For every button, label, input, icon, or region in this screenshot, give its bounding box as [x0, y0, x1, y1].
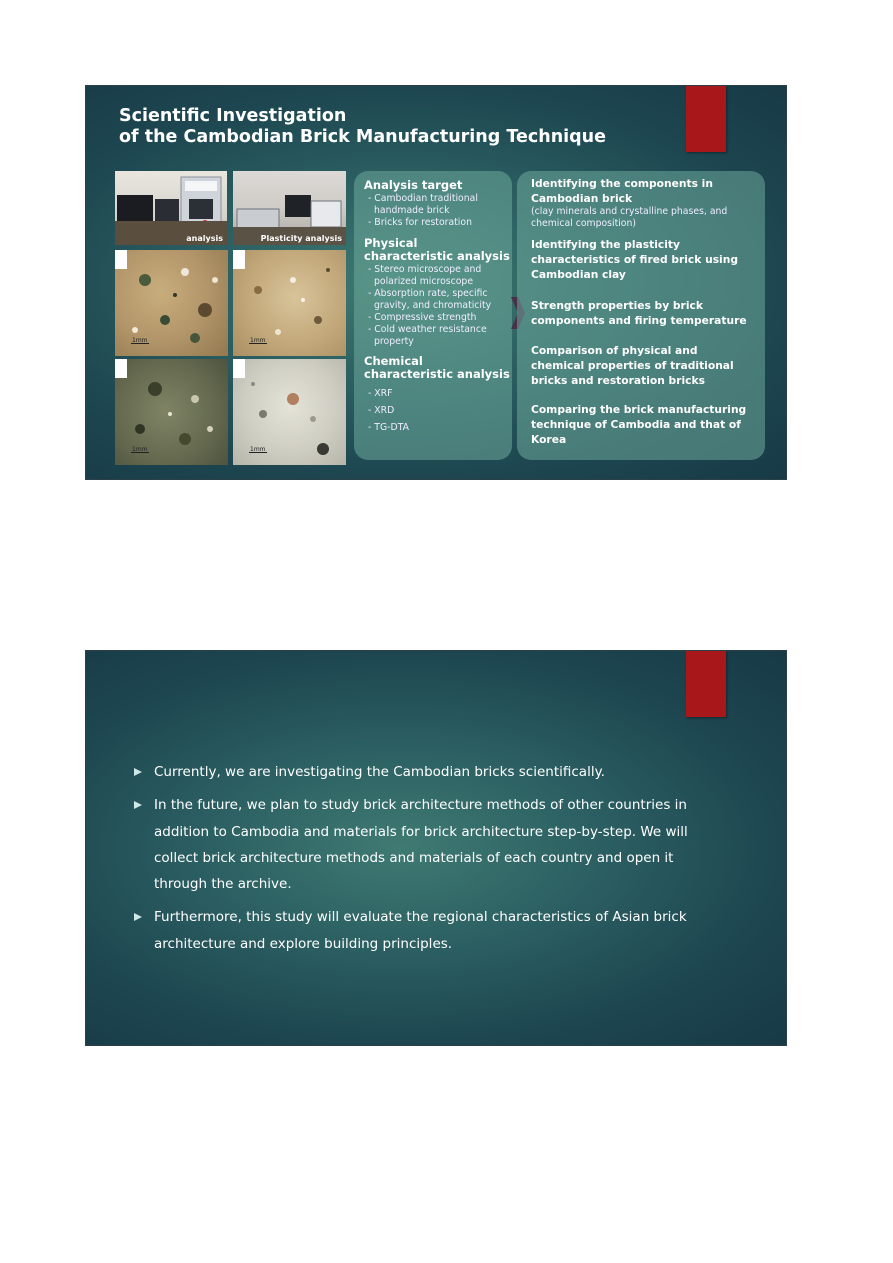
- scale-label: 1mm: [250, 446, 266, 453]
- triangle-bullet-icon: [134, 768, 142, 776]
- analysis-target-item: - Bricks for restoration: [368, 216, 472, 228]
- physical-item: - Stereo microscope and: [368, 263, 482, 275]
- goal-strength-line: Strength properties by brick: [531, 299, 703, 312]
- bullet-item: [134, 792, 694, 897]
- goal-plasticity-line: Identifying the plasticity: [531, 238, 680, 251]
- chemical-heading-line-1: Chemical: [364, 353, 423, 368]
- photo-microscope-2: [233, 250, 346, 356]
- goal-comparison-line: bricks and restoration bricks: [531, 374, 705, 387]
- red-accent-tab: [686, 86, 726, 152]
- goal-korea-comparison-line: Comparing the brick manufacturing: [531, 403, 747, 416]
- plasticity-photo-label: Plasticity analysis: [260, 234, 342, 243]
- photo-plasticity-equipment: [233, 171, 346, 245]
- physical-heading-line-1: Physical: [364, 235, 418, 250]
- goal-components-line: Identifying the components in: [531, 177, 713, 190]
- physical-item: property: [374, 335, 414, 347]
- analysis-methods-panel: [354, 171, 512, 460]
- triangle-bullet-icon: [134, 913, 142, 921]
- goal-components-sub: (clay minerals and crystalline phases, and: [531, 206, 728, 217]
- title-line-2: of the Cambodian Brick Manufacturing Technique: [119, 127, 607, 147]
- goal-plasticity-line: Cambodian clay: [531, 268, 626, 281]
- photo-number-badge: [115, 359, 127, 378]
- bullet-item: [134, 904, 694, 957]
- goal-comparison-line: Comparison of physical and: [531, 344, 698, 357]
- analysis-target-item: handmade brick: [374, 204, 450, 216]
- photo-microscope-4: [233, 359, 346, 465]
- bullet-text: Currently, we are investigating the Cambodian bricks scientifically.: [154, 764, 605, 780]
- analysis-target-heading: Analysis target: [364, 178, 463, 192]
- goal-korea-comparison-line: Korea: [531, 433, 567, 446]
- goal-strength-line: components and firing temperature: [531, 314, 747, 327]
- scale-label: 1mm: [132, 446, 148, 453]
- goal-korea-comparison-line: technique of Cambodia and that of: [531, 418, 741, 431]
- photo-microscope-1: [115, 250, 228, 356]
- analysis-target-item: - Cambodian traditional: [368, 192, 478, 204]
- chemical-item: - XRF: [368, 387, 393, 399]
- physical-item: - Absorption rate, specific: [368, 287, 488, 299]
- bullet-item: [134, 759, 694, 785]
- bullet-list: [134, 759, 694, 964]
- slide-scientific-investigation: [85, 85, 787, 480]
- physical-item: - Cold weather resistance: [368, 323, 487, 335]
- goal-components-sub: chemical composition): [531, 218, 637, 229]
- physical-item: gravity, and chromaticity: [374, 299, 492, 311]
- chemical-item: - TG-DTA: [368, 421, 410, 433]
- scale-label: 1mm: [250, 337, 266, 344]
- goal-comparison-line: chemical properties of traditional: [531, 359, 734, 372]
- photo-number-badge: [233, 359, 245, 378]
- goal-plasticity-line: characteristics of fired brick using: [531, 253, 738, 266]
- triangle-bullet-icon: [134, 801, 142, 809]
- slide-title: [119, 106, 606, 148]
- chemical-item: - XRD: [368, 404, 395, 416]
- scale-label: 1mm: [132, 337, 148, 344]
- bullet-text: Furthermore, this study will evaluate the regional characteristics of Asian brick architecture and explore building principles.: [154, 909, 687, 952]
- chemical-heading-line-2: characteristic analysis: [364, 367, 510, 381]
- photo-analysis-equipment: [115, 171, 227, 245]
- physical-heading-line-2: characteristic analysis: [364, 249, 510, 263]
- analysis-photo-label: analysis: [186, 234, 223, 243]
- red-accent-tab: [686, 651, 726, 717]
- slide-future-plans: [85, 650, 787, 1046]
- photo-number-badge: [115, 250, 127, 269]
- title-line-1: Scientific Investigation: [119, 106, 347, 126]
- goal-components-line: Cambodian brick: [531, 192, 633, 205]
- physical-item: - Compressive strength: [368, 311, 477, 323]
- bullet-text: In the future, we plan to study brick architecture methods of other countries in addition to Cambodia and materials for brick architecture step-by-step. We will collect brick architecture methods and materials of each country and open it through the archive.: [154, 797, 688, 893]
- physical-item: polarized microscope: [374, 275, 474, 287]
- photo-microscope-3: [115, 359, 228, 465]
- photo-number-badge: [233, 250, 245, 269]
- research-goals-panel: [517, 171, 765, 460]
